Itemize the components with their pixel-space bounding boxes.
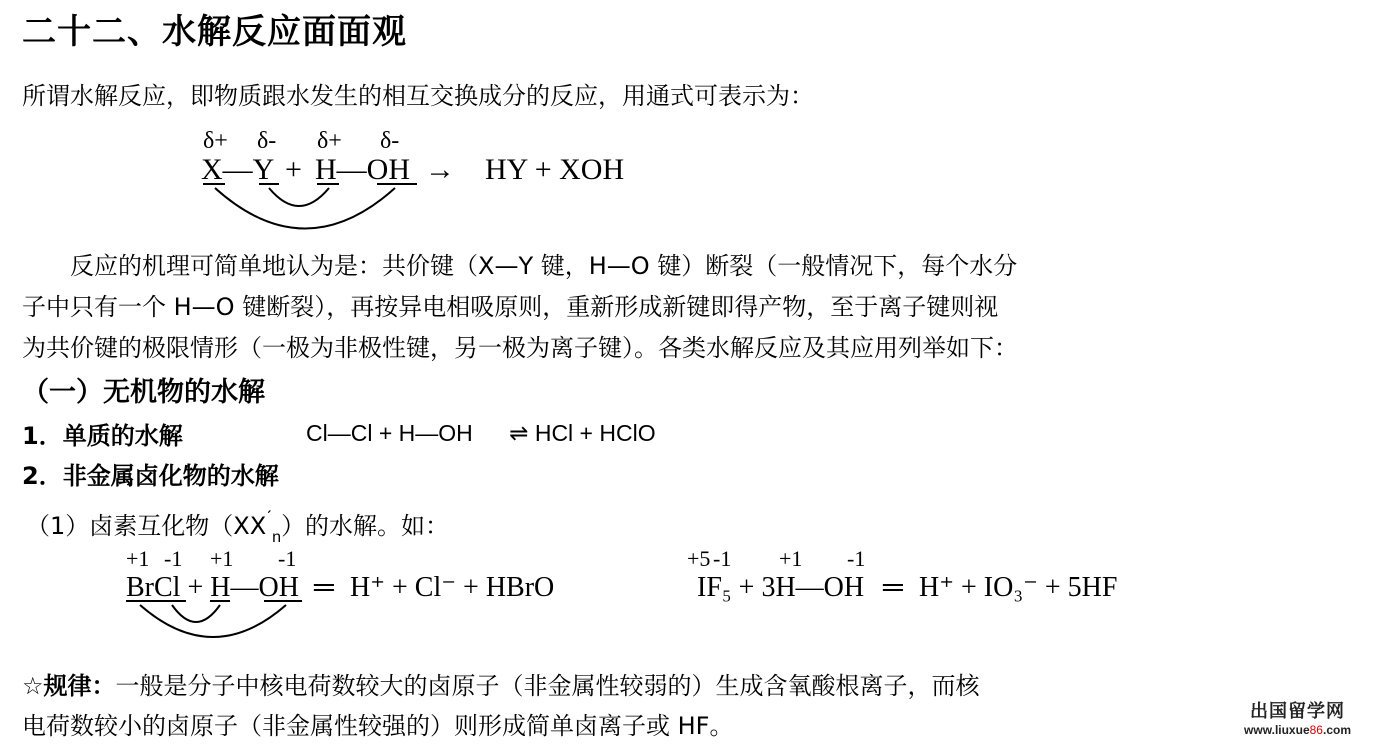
charge-f: -1 — [713, 546, 732, 571]
watermark-main: 出国留学网 — [1250, 701, 1346, 722]
products: HY + XOH — [485, 153, 625, 186]
mechanism-line-3: 为共价键的极限情形（一极为非极性键，另一极为离子键）。各类水解反应及其应用列举如下： — [22, 334, 1018, 362]
bond-arc-inner — [269, 188, 329, 206]
general-equation — [195, 124, 655, 242]
section-heading-inorganic: （一）无机物的水解 — [22, 377, 265, 408]
charge-y: δ- — [257, 128, 277, 154]
charge-cl: -1 — [164, 546, 183, 571]
charge-h: +1 — [210, 546, 234, 571]
rule-text-1: 一般是分子中核电荷数较大的卤原子（非金属性较弱的）生成含氧酸根离子，而核 — [115, 672, 980, 700]
sub1-sup: ˊ — [266, 508, 273, 528]
brcl-arrow: ═ — [314, 572, 334, 603]
item2-label: 2．非金属卤化物的水解 — [22, 462, 279, 490]
mechanism-paragraph — [22, 246, 1018, 369]
charge-h: δ+ — [317, 128, 342, 154]
item1-label: 1．单质的水解 — [22, 422, 183, 450]
charge-br: +1 — [126, 546, 150, 571]
watermark-logo — [1244, 703, 1351, 739]
charge-h: +1 — [779, 546, 803, 571]
brcl-arc-inner — [172, 605, 220, 622]
item1-eq-left: Cl—Cl + H—OH — [306, 420, 473, 446]
if5-products: H⁺ + IO₃⁻ + 5HF — [919, 572, 1118, 603]
brcl-equation — [118, 544, 578, 644]
intro-text: 所谓水解反应，即物质跟水发生的相互交换成分的反应，用通式可表示为： — [22, 82, 814, 110]
if5-equation — [683, 544, 1143, 614]
watermark-url — [1244, 721, 1351, 739]
mechanism-line-2: 子中只有一个 H—O 键断裂），再按异电相吸原则，重新形成新键即得产物，至于离子键则视 — [22, 293, 999, 321]
watermark-url-prefix: www.liuxue — [1244, 723, 1310, 737]
charge-oh: δ- — [380, 128, 400, 154]
charge-oh: -1 — [847, 546, 866, 571]
rule-line-2: 电荷数较小的卤原子（非金属性较强的）则形成简单卤离子或 HF。 — [22, 712, 734, 740]
if5-arrow: ═ — [883, 572, 903, 603]
sub1-sub: n — [272, 529, 282, 546]
item1-equation — [306, 420, 656, 447]
charge-i: +5 — [687, 546, 711, 571]
brcl-products: H⁺ + Cl⁻ + HBrO — [350, 572, 555, 603]
item1-eq-right: HCl + HClO — [534, 420, 656, 446]
sub1-after: ）的水解。如： — [281, 512, 450, 540]
reaction-arrow: → — [425, 153, 455, 186]
page-title: 二十二、水解反应面面观 — [22, 12, 407, 52]
watermark-url-num: 86 — [1309, 723, 1323, 737]
reactant-xy: X—Y — [201, 153, 275, 186]
if5-reactants: IF₅ + 3H—OH — [697, 572, 865, 603]
reactant-water: H—OH — [315, 153, 410, 186]
item1-eq-arrow: ⇌ — [509, 420, 529, 446]
sub1-before: （1）卤素互化物（XX — [26, 512, 267, 540]
mechanism-line-1: 反应的机理可简单地认为是：共价键（X—Y 键，H—O 键）断裂（一般情况下，每个水分 — [70, 252, 1018, 280]
rule-label: ☆规律： — [22, 672, 116, 700]
charge-oh: -1 — [278, 546, 297, 571]
brcl-arc-outer — [140, 605, 286, 637]
bond-arc-outer — [215, 188, 395, 229]
charge-x: δ+ — [203, 128, 228, 154]
brcl-reactants: BrCl + H—OH — [126, 572, 299, 603]
plus-sign: + — [285, 153, 302, 186]
rule-line-1 — [22, 666, 980, 706]
watermark-url-suffix: .com — [1322, 723, 1351, 737]
